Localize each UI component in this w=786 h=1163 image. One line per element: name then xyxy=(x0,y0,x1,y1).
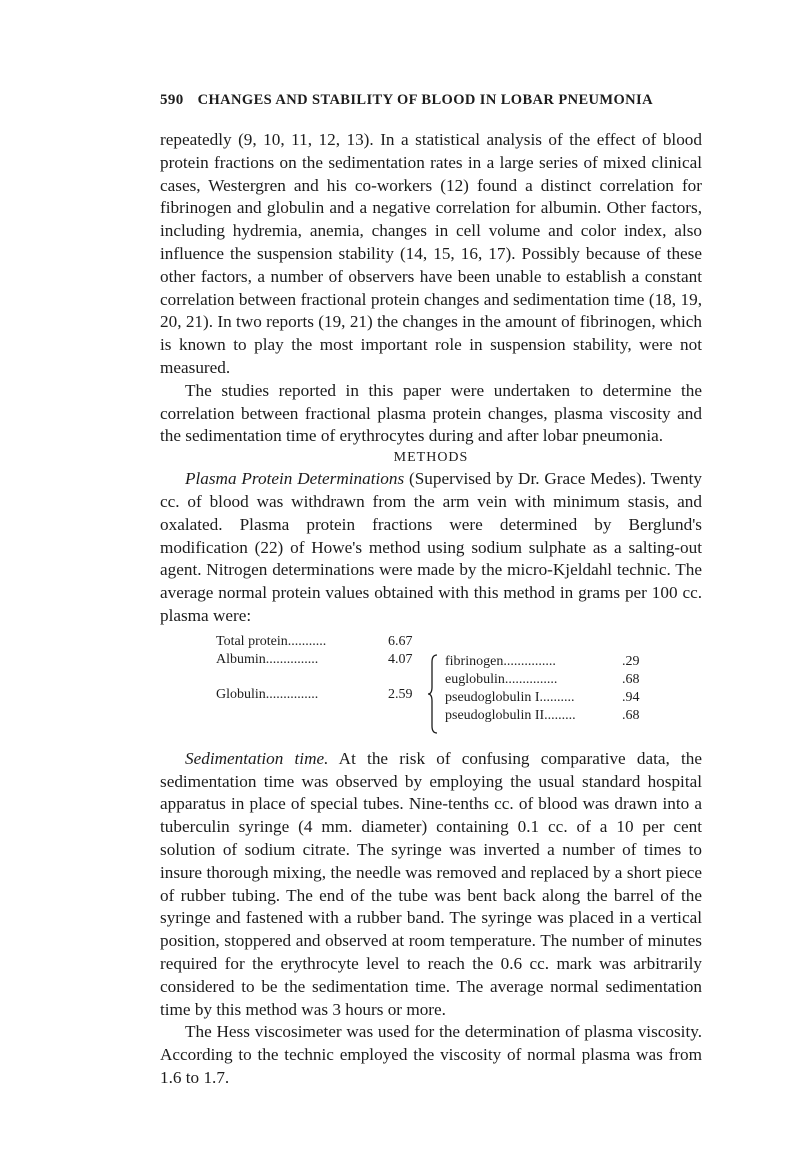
fraction-label: pseudoglobulin II xyxy=(445,707,545,723)
fraction-label: fibrinogen xyxy=(445,653,504,669)
curly-brace-icon xyxy=(428,654,438,734)
albumin-label: Albumin xyxy=(216,651,266,667)
albumin-value: 4.07 xyxy=(388,651,413,667)
albumin-dots: ............... xyxy=(265,651,319,667)
row-albumin xyxy=(216,652,318,668)
fraction-dots: ............... xyxy=(504,671,558,687)
row-globulin xyxy=(216,687,318,703)
fraction-value: .94 xyxy=(622,689,640,705)
fraction-row xyxy=(445,708,576,724)
paragraph-4-lead: Sedimentation time. xyxy=(185,748,329,768)
fraction-label: pseudoglobulin I xyxy=(445,689,540,705)
fraction-value: .29 xyxy=(622,653,640,669)
fraction-value: .68 xyxy=(622,671,640,687)
total-protein-label: Total protein xyxy=(216,633,288,649)
paragraph-3-lead: Plasma Protein Determinations xyxy=(185,469,405,489)
fraction-dots: ............... xyxy=(503,653,556,669)
paragraph-1: repeatedly (9, 10, 11, 12, 13). In a statistical analysis of the effect of blood protein fractions on the sedimentation rates in a large series of mixed clinical cases, Westergren and his co-workers (12) found a distinct correlation for fibrinogen and globulin and a negative correlation for albumin. Other factors, including hydremia, anemia, changes in cell volume and color index, also influence the suspension stability (14, 15, 16, 17). Possibly because of these other factors, a number of observers have been unable to establish a constant correlation between fractional protein changes and sedimentation time (18, 19, 20, 21). In two reports (19, 21) the changes in the amount of fibrinogen, which is known to play the most important role in suspension stability, were not measured. xyxy=(160,130,702,377)
globulin-value: 2.59 xyxy=(388,686,413,702)
paragraph-4 xyxy=(160,748,702,1022)
row-total-protein xyxy=(216,634,326,650)
fraction-row xyxy=(445,654,556,670)
globulin-label: Globulin xyxy=(216,686,266,702)
paragraph-4-text: At the risk of confusing comparative data, the sedimentation time was observed by employing the usual standard hospital apparatus in place of special tubes. Nine-tenths cc. of blood was drawn into a tuberculin syringe (4 mm. diameter) containing 0.1 cc. of a 10 per cent solution of sodium citrate. The syringe was inverted a number of times to insure thorough mixing, the needle was removed and replaced by a short piece of rubber tubing. The end of the tube was bent back along the barrel of the syringe and fastened with a rubber band. The syringe was placed in a vertical position, stoppered and observed at room temperature. The number of minutes required for the erythrocyte level to reach the 0.6 cc. mark was arbitrarily considered to be the sedimentation time. The average normal sedimentation time by this method was 3 hours or more. xyxy=(160,748,702,1019)
protein-values-table xyxy=(160,632,702,742)
fraction-dots: ......... xyxy=(544,707,576,723)
fraction-value: .68 xyxy=(622,707,640,723)
page-number: 590 xyxy=(160,92,184,108)
running-title: CHANGES AND STABILITY OF BLOOD IN LOBAR PNEUMONIA xyxy=(197,92,653,108)
page xyxy=(160,92,702,1090)
total-protein-dots: ........... xyxy=(287,633,327,649)
fraction-row xyxy=(445,690,575,706)
total-protein-value: 6.67 xyxy=(388,633,413,649)
methods-heading: METHODS xyxy=(393,450,469,466)
fraction-label: euglobulin xyxy=(445,671,505,687)
paragraph-3 xyxy=(160,468,702,628)
paragraph-2: The studies reported in this paper were undertaken to determine the correlation between fractional plasma protein changes, plasma viscosity and the sedimentation time of erythrocytes during and after lobar pneumonia. xyxy=(160,380,702,446)
paragraph-3-text: (Supervised by Dr. Grace Medes). Twenty cc. of blood was withdrawn from the arm vein with minimum stasis, and oxalated. Plasma protein fractions were determined by Berglund's modification (22) of Howe's method using sodium sulphate as a salting-out agent. Nitrogen determinations were made by the micro-Kjeldahl technic. The average normal protein values obtained with this method in grams per 100 cc. plasma were: xyxy=(160,469,702,625)
paragraph-5: The Hess viscosimeter was used for the determination of plasma viscosity. According to the technic employed the viscosity of normal plasma was from 1.6 to 1.7. xyxy=(160,1022,702,1087)
fraction-row xyxy=(445,672,557,688)
globulin-dots: ............... xyxy=(265,686,319,702)
fraction-dots: .......... xyxy=(539,689,575,705)
running-header xyxy=(160,92,702,109)
